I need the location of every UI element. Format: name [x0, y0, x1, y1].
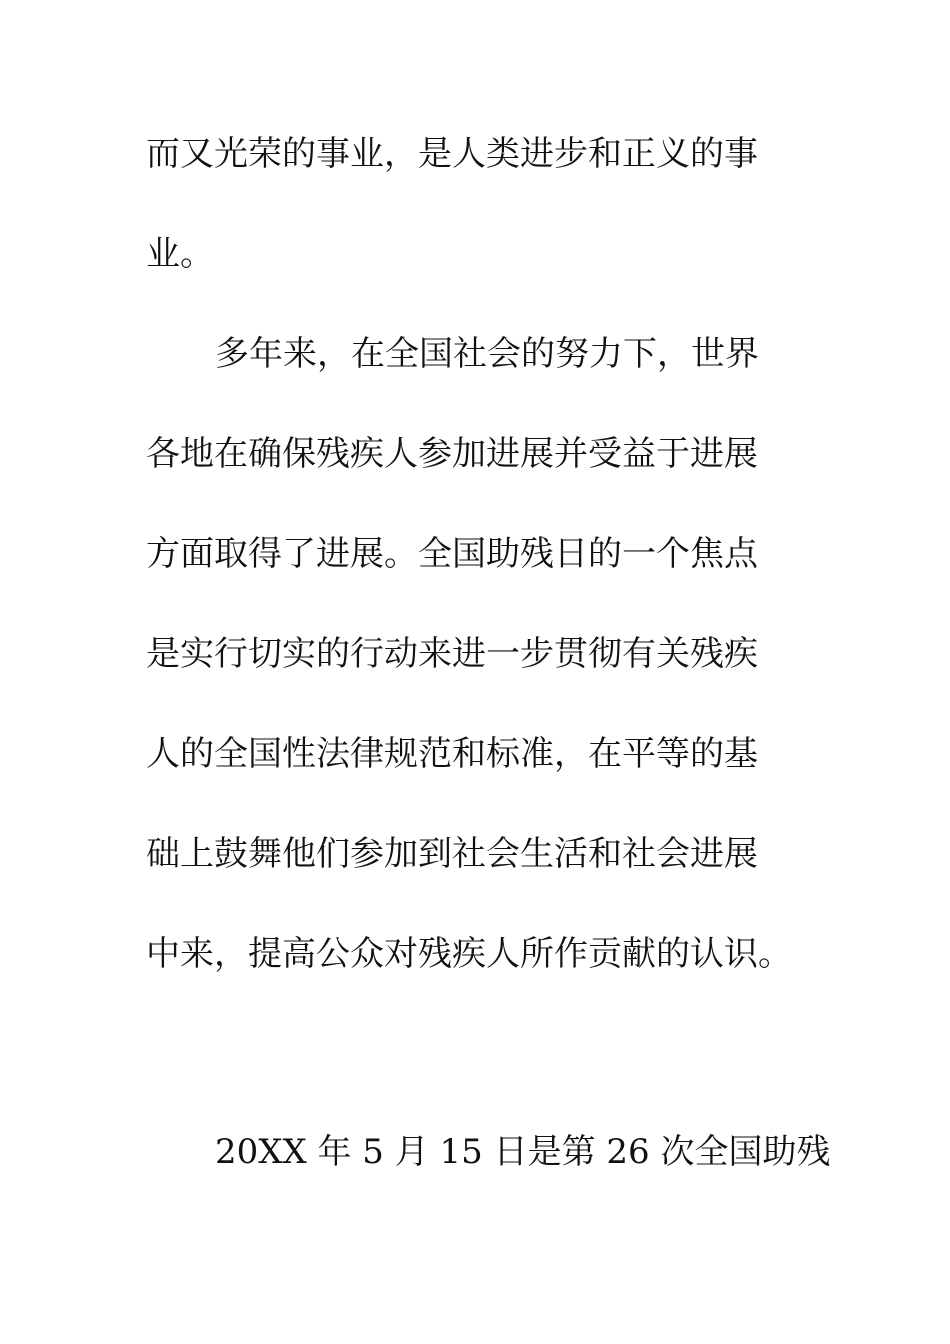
text-line: 是实行切实的行动来进一步贯彻有关残疾 — [146, 634, 758, 674]
text-line: 中来，提高公众对残疾人所作贡献的认识。 — [146, 934, 792, 974]
text-line: 方面取得了进展。全国助残日的一个焦点 — [146, 534, 758, 574]
text-line: 各地在确保残疾人参加进展并受益于进展 — [146, 434, 758, 474]
text-line: 而又光荣的事业，是人类进步和正义的事 — [146, 134, 758, 174]
paragraph-first-line: 20XX 年 5 月 15 日是第 26 次全国助残 — [215, 1132, 831, 1172]
paragraph-first-line: 多年来，在全国社会的努力下，世界 — [215, 334, 759, 374]
text-line: 业。 — [146, 234, 214, 274]
text-line: 础上鼓舞他们参加到社会生活和社会进展 — [146, 834, 758, 874]
text-line: 人的全国性法律规范和标准，在平等的基 — [146, 734, 758, 774]
